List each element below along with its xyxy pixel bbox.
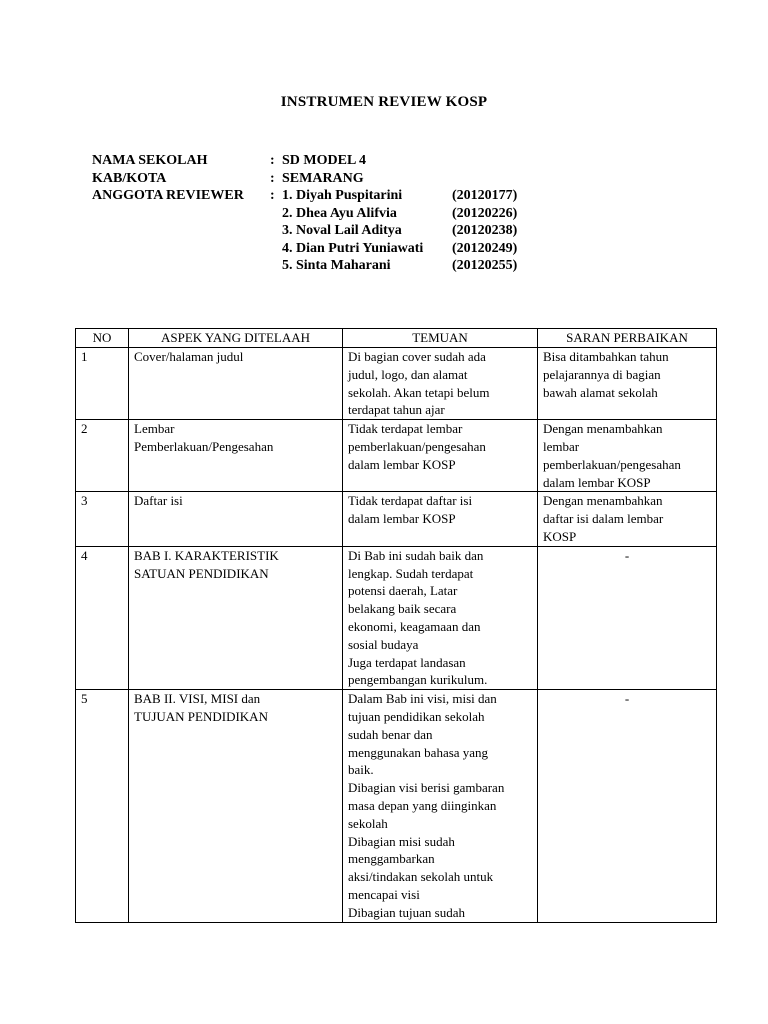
header-saran: SARAN PERBAIKAN (538, 329, 717, 348)
reviewer-member (282, 222, 517, 240)
saran-line: pemberlakuan/pengesahan (543, 456, 681, 472)
temuan-line: Dibagian tujuan sudah (348, 904, 465, 920)
temuan-line: dalam lembar KOSP (348, 456, 456, 472)
reviewer-member (282, 240, 517, 258)
temuan-line: pengembangan kurikulum. (348, 672, 488, 688)
temuan-line: belakang baik secara (348, 601, 457, 617)
member-id: (20120177) (452, 188, 518, 203)
school-colon: : (270, 153, 275, 168)
temuan-line: pemberlakuan/pengesahan (348, 438, 486, 454)
reviewer-label: ANGGOTA REVIEWER (92, 188, 244, 203)
temuan-line: mencapai visi (348, 886, 420, 902)
member-id: (20120249) (452, 240, 518, 256)
temuan-line: Dibagian visi berisi gambaran (348, 780, 505, 796)
reviewer-member (282, 257, 517, 275)
temuan-line: Tidak terdapat lembar (348, 421, 463, 437)
member-name: 2. Dhea Ayu Alifvia (282, 205, 397, 221)
saran-line: Bisa ditambahkan tahun (543, 349, 669, 364)
cell-temuan (343, 690, 538, 922)
table-body (76, 348, 717, 923)
member-id: (20120238) (452, 223, 518, 238)
cell-no: 4 (76, 546, 129, 689)
table-row (76, 690, 717, 922)
cell-saran (538, 348, 717, 420)
temuan-line: sekolah. Akan tetapi belum (348, 384, 490, 400)
temuan-line: menggambarkan (348, 851, 435, 867)
cell-saran (538, 420, 717, 492)
cell-no: 3 (76, 492, 129, 546)
cell-aspek (129, 348, 343, 420)
aspek-line: Cover/halaman judul (134, 349, 244, 364)
aspek-line: Daftar isi (134, 493, 183, 509)
aspek-line: SATUAN PENDIDIKAN (134, 565, 269, 581)
reviewer-member (282, 187, 517, 205)
city-colon: : (270, 170, 275, 186)
city-label: KAB/KOTA (92, 170, 167, 186)
temuan-line: Di bagian cover sudah ada (348, 349, 486, 364)
aspek-line: TUJUAN PENDIDIKAN (134, 708, 268, 724)
temuan-line: tujuan pendidikan sekolah (348, 708, 485, 724)
cell-temuan (343, 348, 538, 420)
table-row (76, 492, 717, 546)
cell-aspek (129, 420, 343, 492)
table-row (76, 348, 717, 420)
saran-line: - (624, 547, 630, 563)
school-value: SD MODEL 4 (282, 153, 367, 168)
temuan-line: terdapat tahun ajar (348, 402, 445, 418)
temuan-line: Tidak terdapat daftar isi (348, 493, 473, 509)
temuan-line: aksi/tindakan sekolah untuk (348, 869, 494, 885)
member-name: 1. Diyah Puspitarini (282, 188, 403, 203)
cell-aspek (129, 492, 343, 546)
reviewer-colon: : (270, 188, 275, 203)
cell-saran (538, 690, 717, 922)
cell-temuan (343, 492, 538, 546)
cell-saran (538, 546, 717, 689)
temuan-line: lengkap. Sudah terdapat (348, 565, 474, 581)
saran-line: pelajarannya di bagian (543, 366, 661, 382)
cell-temuan (343, 546, 538, 689)
aspek-line: Lembar (134, 421, 175, 437)
temuan-line: Dalam Bab ini visi, misi dan (348, 691, 497, 707)
member-name: 5. Sinta Maharani (282, 258, 391, 273)
saran-line: dalam lembar KOSP (543, 474, 651, 490)
temuan-line: sudah benar dan (348, 726, 433, 742)
saran-line: daftar isi dalam lembar (543, 511, 664, 527)
temuan-line: masa depan yang diinginkan (348, 797, 497, 813)
saran-line: - (624, 691, 630, 707)
header-temuan: TEMUAN (343, 329, 538, 348)
school-label: NAMA SEKOLAH (92, 153, 208, 168)
cell-no: 2 (76, 420, 129, 492)
header-aspek: ASPEK YANG DITELAAH (129, 329, 343, 348)
review-table (75, 328, 717, 923)
saran-line: lembar (543, 438, 580, 454)
saran-line: KOSP (543, 528, 577, 544)
temuan-line: sosial budaya (348, 636, 419, 652)
header-no: NO (76, 329, 129, 348)
temuan-line: dalam lembar KOSP (348, 511, 456, 527)
aspek-line: BAB II. VISI, MISI dan (134, 691, 261, 707)
table-row (76, 546, 717, 689)
reviewer-row (92, 187, 517, 275)
cell-no: 5 (76, 690, 129, 922)
aspek-line: BAB I. KARAKTERISTIK (134, 547, 279, 563)
school-row (92, 152, 517, 170)
member-id: (20120255) (452, 258, 518, 273)
reviewer-list (282, 187, 517, 275)
city-row (92, 170, 517, 188)
temuan-line: Juga terdapat landasan (348, 654, 466, 670)
saran-line: bawah alamat sekolah (543, 384, 658, 400)
member-name: 4. Dian Putri Yuniawati (282, 240, 424, 256)
temuan-line: menggunakan bahasa yang (348, 744, 489, 760)
aspek-line: Pemberlakuan/Pengesahan (134, 438, 274, 454)
info-block (92, 152, 517, 275)
saran-line: Dengan menambahkan (543, 493, 663, 509)
temuan-line: sekolah (348, 815, 388, 831)
city-value: SEMARANG (282, 170, 364, 186)
temuan-line: Di Bab ini sudah baik dan (348, 547, 484, 563)
document-title: INSTRUMEN REVIEW KOSP (280, 94, 488, 110)
cell-no: 1 (76, 348, 129, 420)
member-name: 3. Noval Lail Aditya (282, 223, 402, 238)
table-header-row (76, 329, 717, 348)
cell-saran (538, 492, 717, 546)
saran-line: Dengan menambahkan (543, 421, 663, 437)
temuan-line: baik. (348, 762, 374, 778)
table-row (76, 420, 717, 492)
cell-temuan (343, 420, 538, 492)
temuan-line: judul, logo, dan alamat (348, 366, 468, 382)
temuan-line: ekonomi, keagamaan dan (348, 618, 481, 634)
temuan-line: Dibagian misi sudah (348, 833, 455, 849)
cell-aspek (129, 690, 343, 922)
reviewer-member (282, 205, 517, 223)
cell-aspek (129, 546, 343, 689)
member-id: (20120226) (452, 205, 518, 221)
temuan-line: potensi daerah, Latar (348, 583, 458, 599)
